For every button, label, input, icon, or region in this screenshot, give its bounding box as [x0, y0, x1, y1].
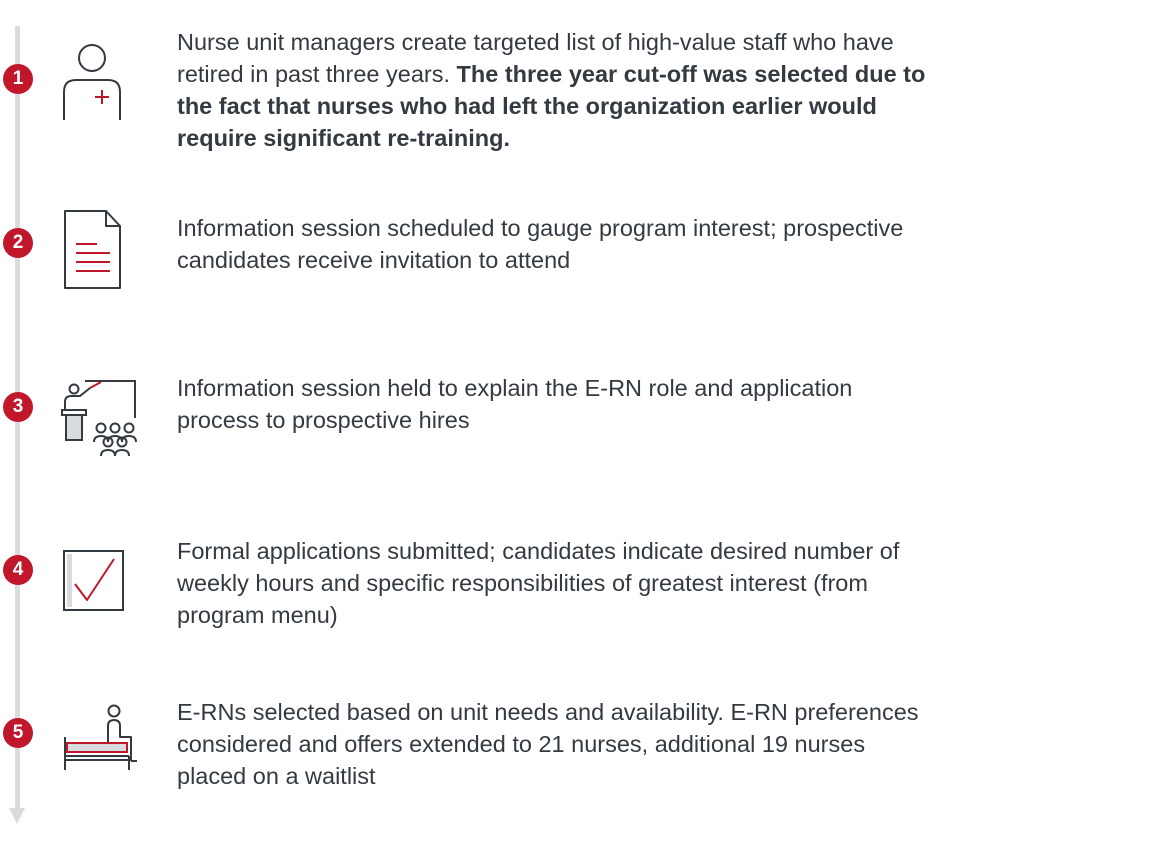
patient-bed-icon	[60, 700, 142, 774]
timeline-arrow-icon	[9, 808, 25, 824]
checkbox-icon	[60, 546, 128, 614]
step-description: E-RNs selected based on unit needs and availability. E-RN preferences considered and offers extended to 21 nurses, additional 19 nurses placed on a waitlist	[177, 699, 919, 789]
step-description-bold: The three year cut-off was selected due to the fact that nurses who had left the organization earlier would require significant re-training.	[177, 61, 926, 151]
step-number-badge: 3	[3, 392, 33, 422]
step-description: Information session held to explain the E-RN role and application process to prospective hires	[177, 375, 853, 433]
step-number-badge: 4	[3, 555, 33, 585]
presentation-icon	[56, 374, 144, 460]
step-description	[177, 26, 937, 154]
step-description: Information session scheduled to gauge program interest; prospective candidates receive invitation to attend	[177, 215, 904, 273]
step-number-badge: 2	[3, 228, 33, 258]
step-number-badge: 5	[3, 718, 33, 748]
step-description: Formal applications submitted; candidates indicate desired number of weekly hours and specific responsibilities of greatest interest (from program menu)	[177, 538, 900, 628]
nurse-icon	[58, 40, 126, 122]
step-number-badge: 1	[3, 64, 33, 94]
document-icon	[60, 208, 124, 292]
step-description-regular: Nurse unit managers create targeted list of high-value staff who have retired in past three years.	[177, 29, 894, 87]
